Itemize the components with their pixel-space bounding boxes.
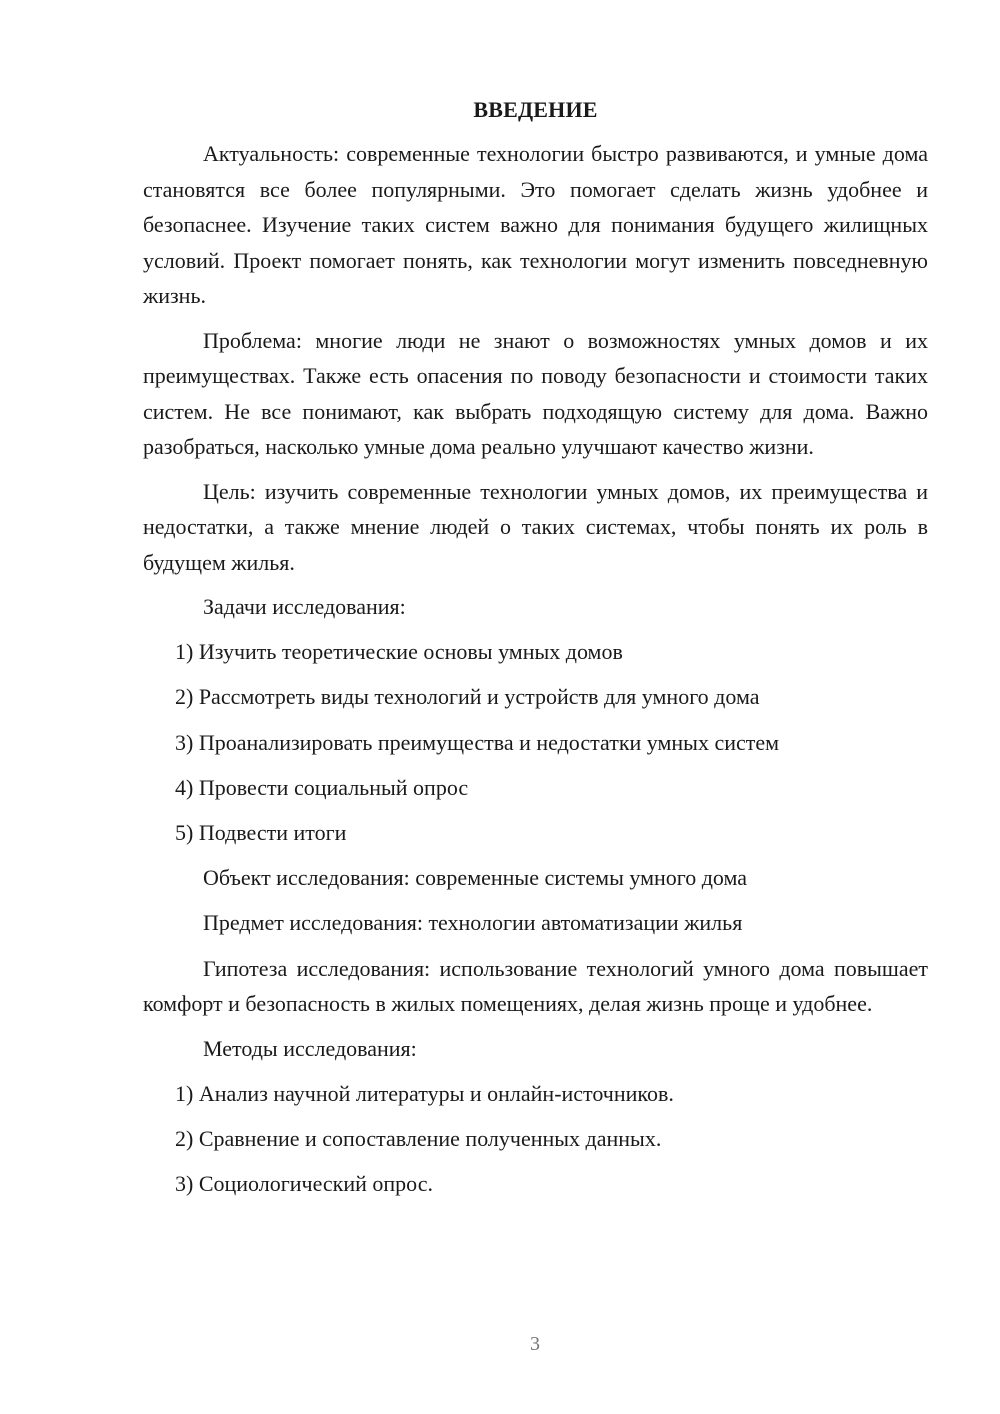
research-subject: Предмет исследования: технологии автоматизации жилья bbox=[203, 910, 743, 936]
section-heading: ВВЕДЕНИЕ bbox=[473, 97, 598, 122]
document-page bbox=[143, 96, 928, 1211]
task-item-2: 2) Рассмотреть виды технологий и устройств для умного дома bbox=[175, 684, 760, 710]
problem-paragraph: Проблема: многие люди не знают о возможностях умных домов и их преимуществах. Также есть опасения по поводу безопасности и стоимости таких систем. Не все понимают, как выбрать подходящую систему для дома. Важно разобраться, насколько умные дома реально улучшают качество жизни. bbox=[143, 327, 928, 459]
task-item-1: 1) Изучить теоретические основы умных домов bbox=[175, 639, 623, 665]
research-object: Объект исследования: современные системы умного дома bbox=[203, 865, 748, 891]
goal-paragraph: Цель: изучить современные технологии умных домов, их преимущества и недостатки, а также мнение людей о таких системах, чтобы понять их роль в будущем жилья. bbox=[143, 478, 928, 575]
method-item-2: 2) Сравнение и сопоставление полученных данных. bbox=[175, 1125, 662, 1151]
task-item-3: 3) Проанализировать преимущества и недостатки умных систем bbox=[175, 729, 780, 755]
actuality-paragraph: Актуальность: современные технологии быстро развиваются, и умные дома становятся все более популярными. Это помогает сделать жизнь удобнее и безопаснее. Изучение таких систем важно для понимания будущего жилищных условий. Проект помогает понять, как технологии могут изменить повседневную жизнь. bbox=[143, 141, 928, 308]
page-number: 3 bbox=[530, 1333, 540, 1355]
method-item-1: 1) Анализ научной литературы и онлайн-источников. bbox=[175, 1080, 674, 1106]
tasks-label: Задачи исследования: bbox=[203, 594, 406, 619]
task-item-5: 5) Подвести итоги bbox=[175, 819, 347, 845]
methods-label: Методы исследования: bbox=[203, 1035, 417, 1061]
method-item-3: 3) Социологический опрос. bbox=[175, 1171, 433, 1197]
task-item-4: 4) Провести социальный опрос bbox=[175, 774, 469, 800]
hypothesis-paragraph: Гипотеза исследования: использование технологий умного дома повышает комфорт и безопасность в жилых помещениях, делая жизнь проще и удобнее. bbox=[143, 955, 928, 1016]
